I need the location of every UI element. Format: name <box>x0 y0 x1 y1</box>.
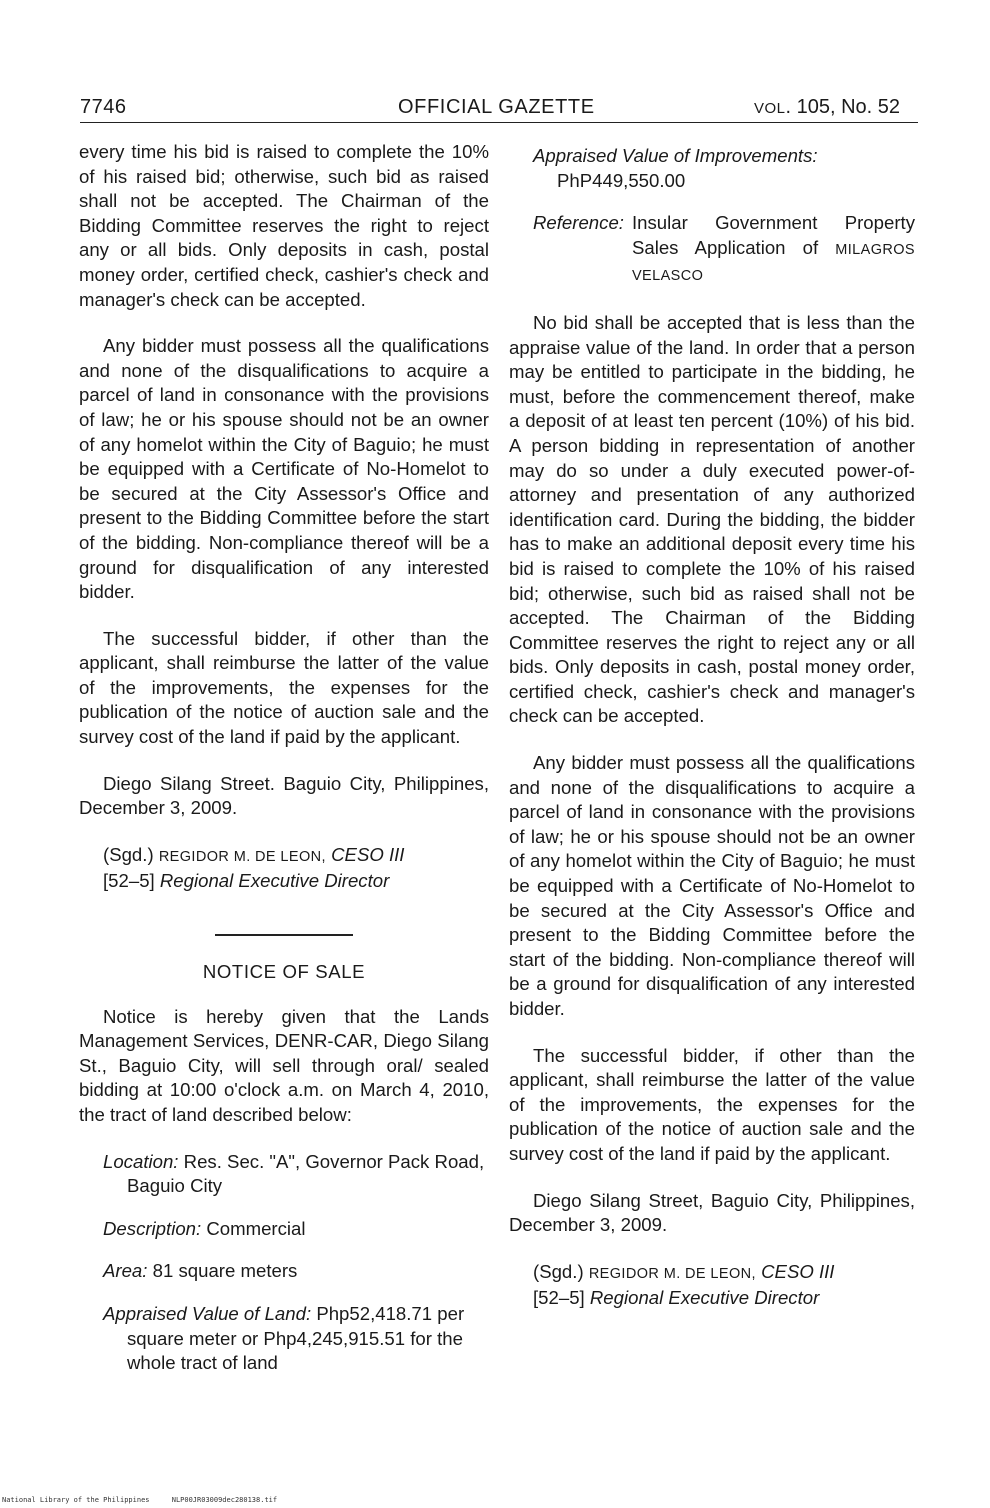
right-sig-name: REGIDOR M. DE LEON, <box>588 1265 756 1282</box>
location-item <box>79 1150 489 1199</box>
left-paragraph-2: Any bidder must possess all the qualifications and none of the disqualifications to acquire a parcel of land in consonance with the provisions of law; he or his spouse should not be an owner of any homelot within the City of Baguio; he must be equipped with a Certificate of No-Homelot to be secured at the City Assessor's Office and present to the Bidding Committee before the start of the bidding. Non-compliance thereof will be a ground for disqualification of any interested bidder. <box>79 335 489 603</box>
right-signature-position-line <box>533 1286 915 1311</box>
left-paragraph-3: The successful bidder, if other than the applicant, shall reimburse the latter of the value of the improvements, the expenses for the publication of the notice of auction sale and the survey cost of the land if paid by the applicant. <box>79 627 489 748</box>
right-place-date: Diego Silang Street, Baguio City, Philippines, December 3, 2009. <box>509 1189 915 1236</box>
right-sig-suffix: CESO III <box>761 1260 835 1282</box>
left-sig-name: REGIDOR M. DE LEON, <box>158 848 326 865</box>
header-rule <box>80 122 918 123</box>
left-sig-suffix: CESO III <box>331 843 405 865</box>
improvements-label: Appraised Value of Improvements: <box>533 145 818 166</box>
volume-rest: . 105, No. 52 <box>785 96 901 118</box>
description-value: Commercial <box>206 1217 306 1239</box>
improvements-item <box>509 144 915 193</box>
footer-file: NLP00JR03009dec280138.tif <box>171 1496 278 1504</box>
description-item <box>79 1217 489 1242</box>
notice-heading: NOTICE OF SALE <box>202 961 366 983</box>
improvements-value: PhP449,550.00 <box>557 169 686 191</box>
location-value: Res. Sec. "A", Governor Pack Road, Baguio City <box>127 1150 485 1197</box>
land-value-value: Php52,418.71 per square meter or Php4,245,915.51 for the whole tract of land <box>127 1302 465 1374</box>
area-value: 81 square meters <box>152 1260 298 1282</box>
left-paragraph-1: every time his bid is raised to complete the 10% of his raised bid; otherwise, such bid as raised shall not be accepted. The Chairman of the Bidding Committee reserves the right to reject any or all bids. Only deposits in cash, postal money order, certified check, cashier's check and manager's check can be accepted. <box>79 141 489 310</box>
notice-body: Notice is hereby given that the Lands Management Services, DENR-CAR, Diego Silang St., Baguio City, will sell through oral/ sealed bidding at 10:00 o'clock a.m. on March 4, 2010, the tract of land described below: <box>79 1005 489 1125</box>
right-sig-position: Regional Executive Director <box>589 1287 820 1309</box>
volume-number <box>754 94 900 120</box>
area-label: Area: <box>103 1260 148 1282</box>
reference-text: Insular Government Property Sales Application of <box>631 212 915 258</box>
left-signature-line <box>103 843 489 870</box>
location-label: Location: <box>103 1150 179 1172</box>
reference-text-block <box>632 211 915 289</box>
right-signature-block <box>509 1260 915 1311</box>
right-column <box>509 144 915 1311</box>
footer-library: National Library of the Philippines <box>2 1496 150 1504</box>
right-paragraph-2: Any bidder must possess all the qualifications and none of the disqualifications to acquire a parcel of land in consonance with the provisions of law; he or his spouse should not be an owner of any homelot within the City of Baguio; he must be equipped with a Certificate of No-Homelot to be secured at the City Assessor's Office and present to the Bidding Committee before the start of the bidding. Non-compliance thereof will be a ground for disqualification of any interested bidder. <box>509 752 915 1019</box>
land-value-item <box>79 1302 489 1376</box>
reference-label: Reference: <box>533 212 624 234</box>
right-sig-ref: [52–5] <box>533 1287 585 1309</box>
right-signature-line <box>533 1260 915 1287</box>
description-label: Description: <box>103 1217 202 1239</box>
left-column <box>79 140 489 1394</box>
left-sig-ref: [52–5] <box>103 870 155 892</box>
reference-name: MILAGROS VELASCO <box>631 241 915 285</box>
area-item <box>79 1259 489 1284</box>
page-number: 7746 <box>80 96 127 118</box>
left-place-date: Diego Silang Street. Baguio City, Philippines, December 3, 2009. <box>79 772 489 819</box>
left-signature-position-line <box>103 869 489 894</box>
left-signature-block <box>79 843 489 894</box>
land-value-label: Appraised Value of Land: <box>103 1302 312 1324</box>
publication-title: OFFICIAL GAZETTE <box>398 96 595 118</box>
left-sig-prefix: (Sgd.) <box>103 843 154 865</box>
left-sig-position: Regional Executive Director <box>159 870 390 892</box>
right-paragraph-1: No bid shall be accepted that is less than the appraise value of the land. In order that a person may be entitled to participate in the bidding, he must, before the commencement thereof, make a deposit of at least ten percent (10%) of his bid. A person bidding in representation of another may do so under a duly executed power-of-attorney and presentation of any authorized identification card. During the bidding, the bidder has to make an additional deposit every time his bid is raised to complete the 10% of his raised bid; otherwise, such bid as raised shall not be accepted. The Chairman of the Bidding Committee reserves the right to reject any or all bids. Only deposits in cash, postal money order, certified check, cashier's check and manager's check can be accepted. <box>509 311 915 727</box>
scan-footer <box>2 1496 295 1504</box>
right-paragraph-3: The successful bidder, if other than the applicant, shall reimburse the latter of the value of the improvements, the expenses for the publication of the notice of auction sale and the survey cost of the land if paid by the applicant. <box>509 1044 915 1164</box>
volume-prefix: VOL <box>754 100 786 117</box>
right-sig-prefix: (Sgd.) <box>533 1260 584 1282</box>
reference-item <box>533 211 915 289</box>
left-sig-spacer <box>79 894 489 934</box>
section-divider <box>215 934 353 936</box>
